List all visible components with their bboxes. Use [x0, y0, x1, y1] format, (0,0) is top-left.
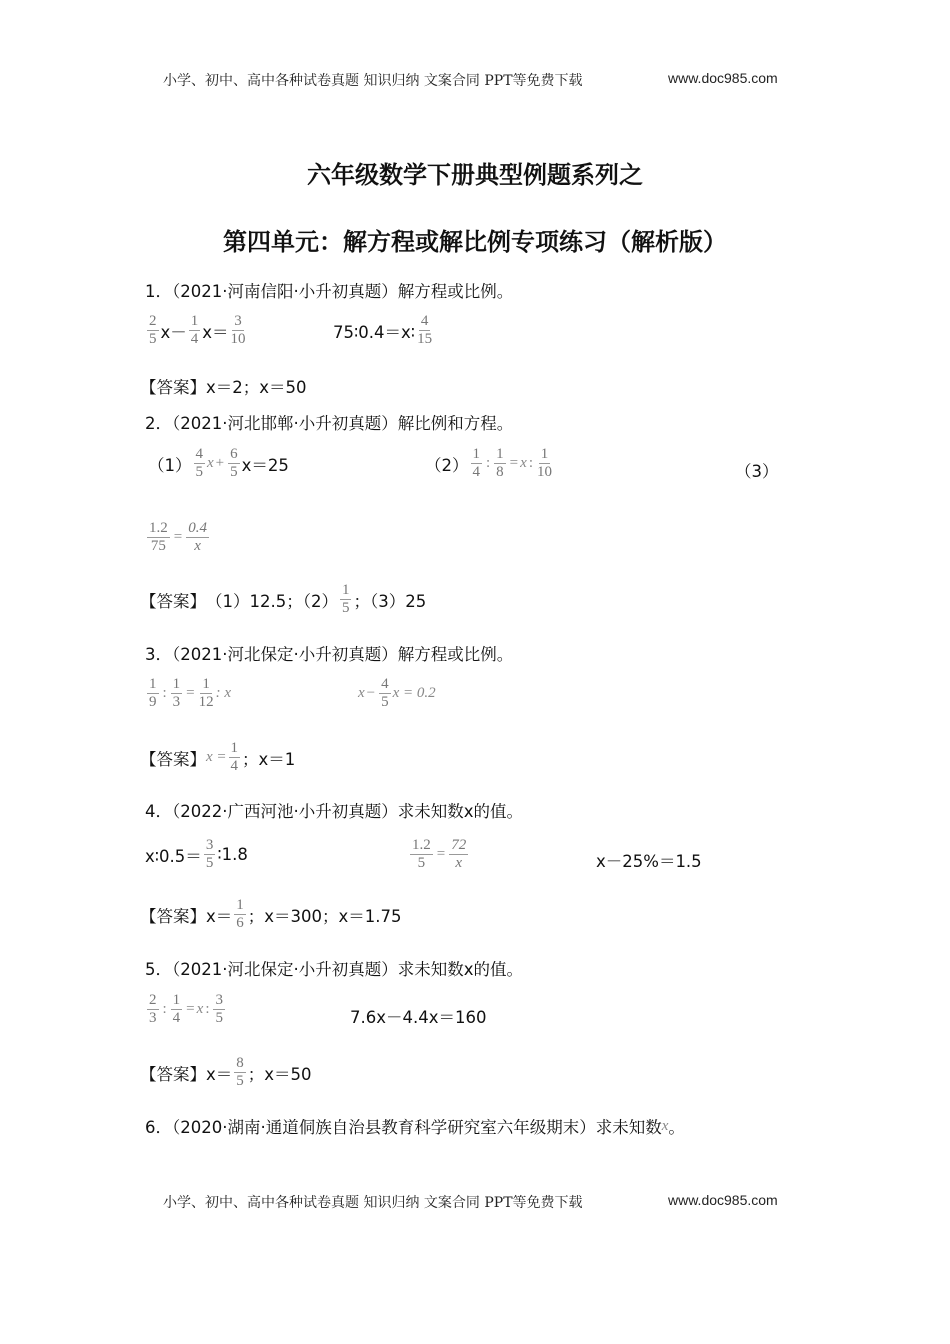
fraction: [471, 446, 483, 481]
question-6-heading: [145, 1114, 685, 1138]
question-1-heading: 1．（2021·河南信阳·小升初真题）解方程或比例。: [145, 282, 514, 301]
math-text: ；x＝1: [242, 749, 296, 769]
fraction-part: 5: [215, 1010, 223, 1026]
math-text: x: [196, 1001, 204, 1017]
fraction-part: 1.2: [149, 520, 168, 536]
math-text: 【答案】: [140, 749, 206, 769]
math-text: 【答案】: [140, 1064, 206, 1084]
title-line-1: 六年级数学下册典型例题系列之: [307, 161, 643, 189]
math-text: =: [186, 1001, 195, 1017]
math-text: ；x＝50: [247, 1064, 312, 1084]
math-text: （2）: [425, 455, 469, 475]
fraction: [417, 313, 432, 348]
fraction: [199, 676, 214, 711]
math-text: :: [486, 455, 491, 471]
q3-answer: [140, 740, 295, 775]
math-text: x = 0.2: [392, 685, 436, 701]
math-text: :: [528, 455, 533, 471]
fraction-part: 3: [234, 313, 242, 329]
fraction: [189, 313, 201, 348]
math-text: +: [215, 455, 225, 471]
fraction-part: 10: [230, 331, 246, 347]
q2-answer: [140, 582, 426, 617]
fraction-part: 1: [540, 446, 549, 462]
title-line-2: 第四单元：解方程或解比例专项练习（解析版）: [223, 228, 727, 256]
q4-equation-2: [408, 837, 470, 872]
fraction: [171, 992, 183, 1027]
footer-url[interactable]: www.doc985.com: [668, 1192, 778, 1208]
math-text: x＝: [206, 1064, 233, 1084]
fraction-part: 5: [149, 331, 157, 347]
fraction-part: 5: [230, 464, 238, 480]
q5-equation-2: 7.6x－4.4x＝160: [350, 1008, 487, 1027]
fraction-part: 4: [195, 446, 203, 462]
header-text: 小学、初中、高中各种试卷真题 知识归纳 文案合同 PPT等免费下载: [163, 73, 583, 89]
fraction-part: 1: [190, 313, 199, 329]
question-2-heading: 2．（2021·河北邯郸·小升初真题）解比例和方程。: [145, 414, 514, 433]
fraction-part: 1: [236, 897, 244, 913]
q1-equation-2: [333, 313, 434, 348]
math-text: 75∶0.4＝x∶: [333, 322, 416, 342]
math-text: :: [162, 1001, 167, 1017]
fraction: [147, 313, 159, 348]
fraction-part: 2: [149, 992, 157, 1008]
math-text: x＝: [206, 906, 233, 926]
fraction-part: 4: [230, 758, 239, 774]
q2-equation-3: [145, 520, 211, 555]
math-text: x＝: [202, 322, 229, 342]
fraction: [194, 446, 206, 481]
fraction: [231, 313, 246, 348]
math-text: x＝2；x＝50: [206, 378, 307, 397]
math-text: =: [186, 685, 195, 701]
math-text: =: [173, 529, 183, 545]
fraction: [147, 992, 159, 1027]
math-text: x: [520, 455, 527, 471]
fraction-part: 6: [236, 915, 244, 931]
fraction-part: 1: [496, 446, 504, 462]
fraction-part: 8: [236, 1055, 244, 1071]
math-text: x: [661, 1117, 669, 1134]
question-4-heading: 4．（2022·广西河池·小升初真题）求未知数x的值。: [145, 802, 523, 821]
fraction: [449, 837, 468, 872]
fraction-part: 9: [149, 694, 157, 710]
math-text: :: [205, 1001, 210, 1017]
math-text: 。: [668, 1118, 685, 1137]
q1-answer: [140, 374, 307, 398]
fraction-part: 1: [230, 740, 239, 756]
fraction-part: 3: [215, 992, 223, 1008]
fraction-part: 1: [172, 992, 181, 1008]
math-text: （1）12.5；（2）: [206, 591, 338, 611]
fraction-part: 1.2: [412, 837, 431, 853]
math-text: ∶1.8: [217, 845, 248, 864]
fraction: [234, 897, 246, 932]
q1-equation-1: [145, 313, 248, 348]
q5-answer: [140, 1055, 312, 1090]
q2-equation-1: [148, 446, 289, 481]
fraction-part: 4: [381, 676, 389, 692]
fraction: [410, 837, 433, 872]
fraction-part: x: [455, 855, 463, 871]
fraction: [494, 446, 506, 481]
q2-label-3: （3）: [735, 462, 779, 481]
math-text: x∶0.5＝: [145, 846, 202, 866]
fraction-part: 1: [172, 676, 181, 692]
fraction: [379, 676, 391, 711]
math-text: =: [436, 846, 446, 862]
math-text: 【答案】: [140, 906, 206, 926]
fraction: [204, 837, 216, 872]
fraction-part: 75: [150, 538, 166, 554]
fraction: [537, 446, 552, 481]
fraction-part: x: [194, 538, 201, 554]
fraction-part: 3: [149, 1010, 157, 1026]
q4-answer: [140, 897, 402, 932]
q5-equation-1: [145, 992, 227, 1027]
fraction-part: 5: [417, 855, 426, 871]
fraction: [234, 1055, 246, 1090]
fraction-part: 1: [149, 676, 157, 692]
fraction-part: 10: [536, 464, 552, 480]
math-text: x: [207, 455, 214, 471]
q3-equation-1: [145, 676, 231, 711]
math-text: x＝25: [241, 455, 289, 475]
math-text: 【答案】: [140, 378, 206, 397]
q4-equation-1: [145, 837, 248, 872]
question-5-heading: 5．（2021·河北保定·小升初真题）求未知数x的值。: [145, 960, 523, 979]
math-text: :: [162, 685, 167, 701]
header-url[interactable]: www.doc985.com: [668, 70, 778, 86]
fraction: [228, 446, 240, 481]
math-text: 6．（2020·湖南·通道侗族自治县教育科学研究室六年级期末）求未知数: [145, 1118, 662, 1137]
fraction-part: 1: [202, 676, 210, 692]
fraction-part: 5: [195, 464, 203, 480]
fraction-part: 5: [341, 600, 350, 616]
math-text: x: [358, 685, 365, 701]
math-text: ；x＝300；x＝1.75: [247, 906, 402, 926]
q2-equation-2: [425, 446, 554, 481]
footer-text: 小学、初中、高中各种试卷真题 知识归纳 文案合同 PPT等免费下载: [163, 1195, 583, 1211]
fraction-part: 72: [451, 837, 467, 853]
fraction: [229, 740, 241, 775]
math-text: 【答案】: [140, 591, 206, 611]
math-text: ；（3）25: [353, 591, 427, 611]
fraction-part: 1: [341, 582, 350, 598]
fraction-part: 15: [417, 331, 433, 347]
fraction: [213, 992, 225, 1027]
fraction-part: 0.4: [188, 520, 207, 536]
fraction-part: 6: [230, 446, 238, 462]
math-text: −: [366, 685, 376, 701]
math-text: x =: [206, 749, 227, 765]
fraction-part: 1: [472, 446, 480, 462]
math-text: x－: [160, 322, 187, 342]
fraction-part: 3: [205, 837, 214, 853]
q3-equation-2: [358, 676, 436, 711]
fraction-part: 5: [381, 694, 389, 710]
fraction-part: 4: [420, 313, 429, 329]
fraction: [147, 520, 170, 555]
fraction: [171, 676, 183, 711]
math-text: （1）: [148, 455, 192, 475]
fraction-part: 8: [496, 464, 504, 480]
fraction-part: 5: [205, 855, 214, 871]
fraction-part: 5: [236, 1073, 244, 1089]
fraction-part: 4: [472, 464, 480, 480]
fraction-part: 3: [172, 694, 181, 710]
fraction: [340, 582, 352, 617]
fraction-part: 4: [190, 331, 199, 347]
fraction: [147, 676, 159, 711]
math-text: : x: [215, 685, 232, 701]
fraction-part: 2: [149, 313, 157, 329]
fraction-part: 4: [172, 1010, 181, 1026]
math-text: =: [509, 455, 519, 471]
fraction: [186, 520, 209, 555]
question-3-heading: 3．（2021·河北保定·小升初真题）解方程或比例。: [145, 645, 514, 664]
fraction-part: 12: [198, 694, 214, 710]
q4-equation-3: x－25%＝1.5: [596, 852, 702, 871]
